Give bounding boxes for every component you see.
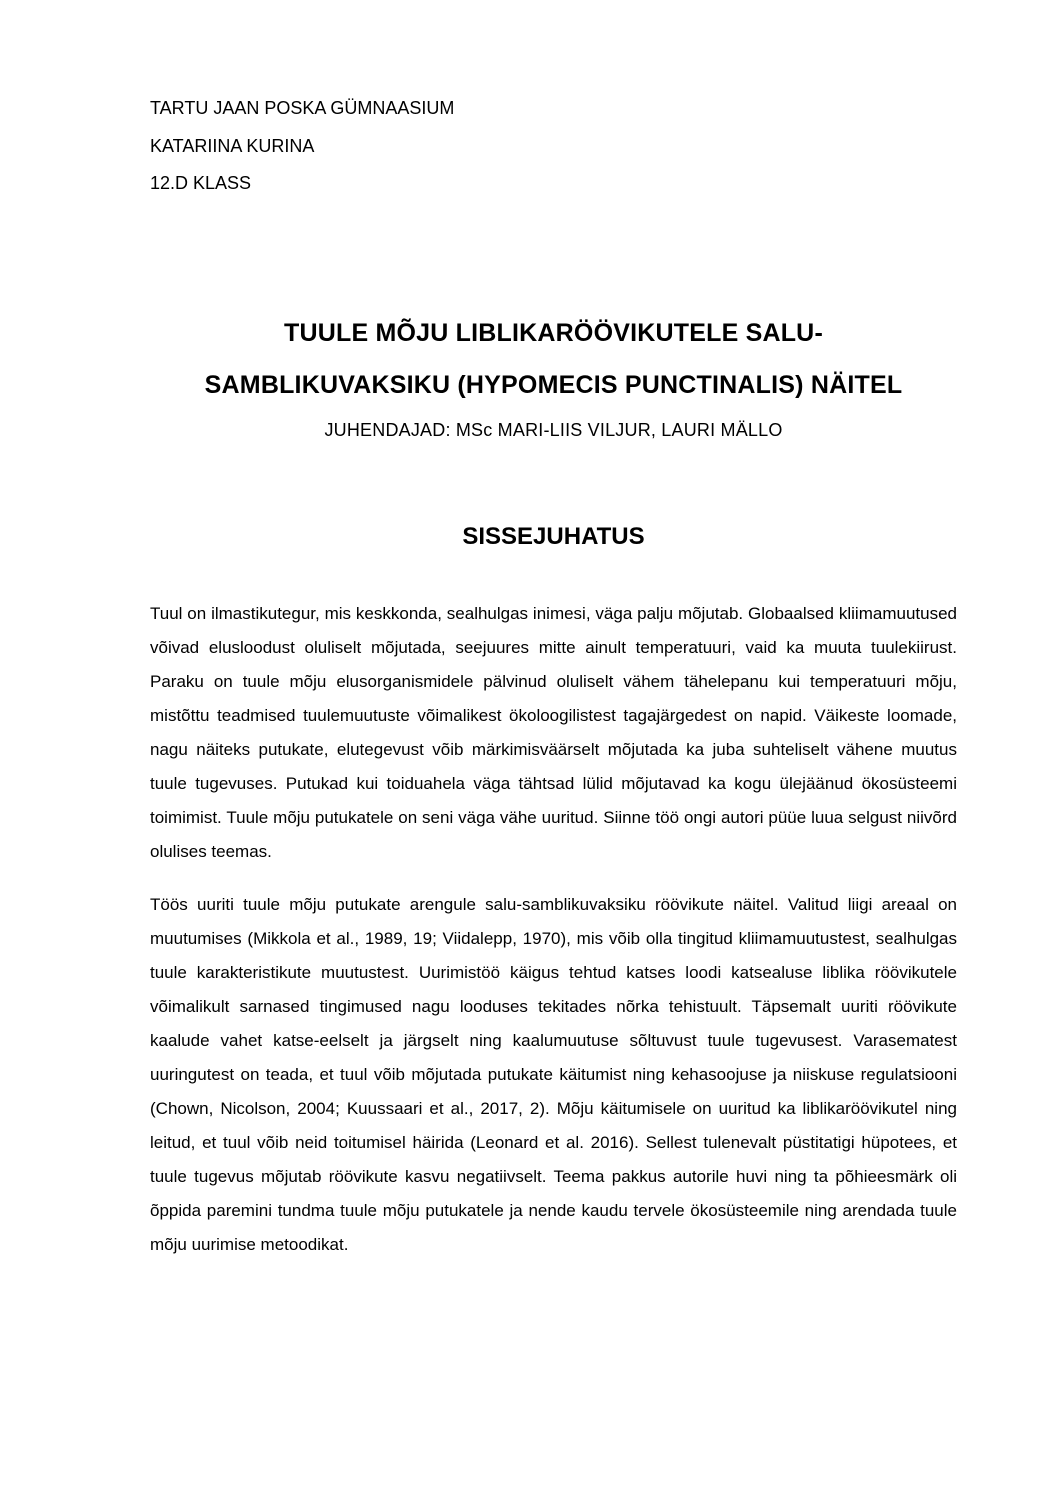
author-name: KATARIINA KURINA [150, 135, 315, 156]
intro-paragraph-2: Töös uuriti tuule mõju putukate arengule salu-samblikuvaksiku röövikute näitel. Valitud liigi areaal on muutumises (Mikkola et al., 1989, 19; Viidalepp, 1970), mis võib olla tingitud kliimamuutustest, sealhulgas tuule karakteristikute muutustest. Uurimistöö käigus tehtud katses loodi katsealuse liblika röövikutele võimalikult sarnased tingimused nagu looduses tekitades nõrka tehistuult. Täpsemalt uuriti röövikute kaalude vahet katse-eelselt ja järgselt ning kaalumuutuse sõltuvust tuule tugevusest. Varasematest uuringutest on teada, et tuul võib mõjutada putukate käitumist ning kehasoojuse ja niiskuse regulatsiooni (Chown, Nicolson, 2004; Kuussaari et al., 2017, 2). Mõju käitumisele on uuritud ka liblikaröövikutel ning leitud, et tuul võib neid toitumisel häirida (Leonard et al. 2016). Sellest tulenevalt püstitatigi hüpotees, et tuule tugevus mõjutab röövikute kasvu negatiivselt. Teema pakkus autorile huvi ning ta põhieesmärk oli õppida paremini tundma tuule mõju putukatele ja nende kaudu tervele ökosüsteemile ning arendada tuule mõju uurimise metoodikat. [150, 894, 957, 1254]
title-line-1: TUULE MÕJU LIBLIKARÖÖVIKUTELE SALU- [284, 318, 823, 347]
school-name: TARTU JAAN POSKA GÜMNAASIUM [150, 98, 455, 118]
title-line-2: SAMBLIKUVAKSIKU (HYPOMECIS PUNCTINALIS) NÄITEL [204, 370, 903, 399]
intro-paragraph-1: Tuul on ilmastikutegur, mis keskkonda, sealhulgas inimesi, väga palju mõjutab. Globaalsed kliimamuutused võivad elusloodust oluliselt mõjutada, seejuures mitte ainult temperatuuri, vaid ka muuta tuulekiirust. Paraku on tuule mõju elusorganismidele pälvinud oluliselt vähem tähelepanu kui temperatuuri mõju, mistõttu teadmised tuulemuutuste võimalikest ökoloogilistest tagajärgedest on napid. Väikeste loomade, nagu näiteks putukate, elutegevust võib märkimisväärselt mõjutada ka juba suhteliselt vähene muutus tuule tugevuses. Putukad kui toiduahela väga tähtsad lülid mõjutavad ka kogu ülejäänud ökosüsteemi toimimist. Tuule mõju putukatele on seni väga vähe uuritud. Siinne töö ongi autori püüe luua selgust niivõrd olulises teemas. [150, 603, 957, 861]
document-header [150, 90, 957, 203]
section-heading-sissejuhatus: SISSEJUHATUS [462, 522, 645, 550]
document-title [150, 307, 957, 447]
supervisors-line: JUHENDAJAD: MSc MARI-LIIS VILJUR, LAURI MÄLLO [324, 419, 783, 440]
class-label: 12.D KLASS [150, 173, 252, 193]
